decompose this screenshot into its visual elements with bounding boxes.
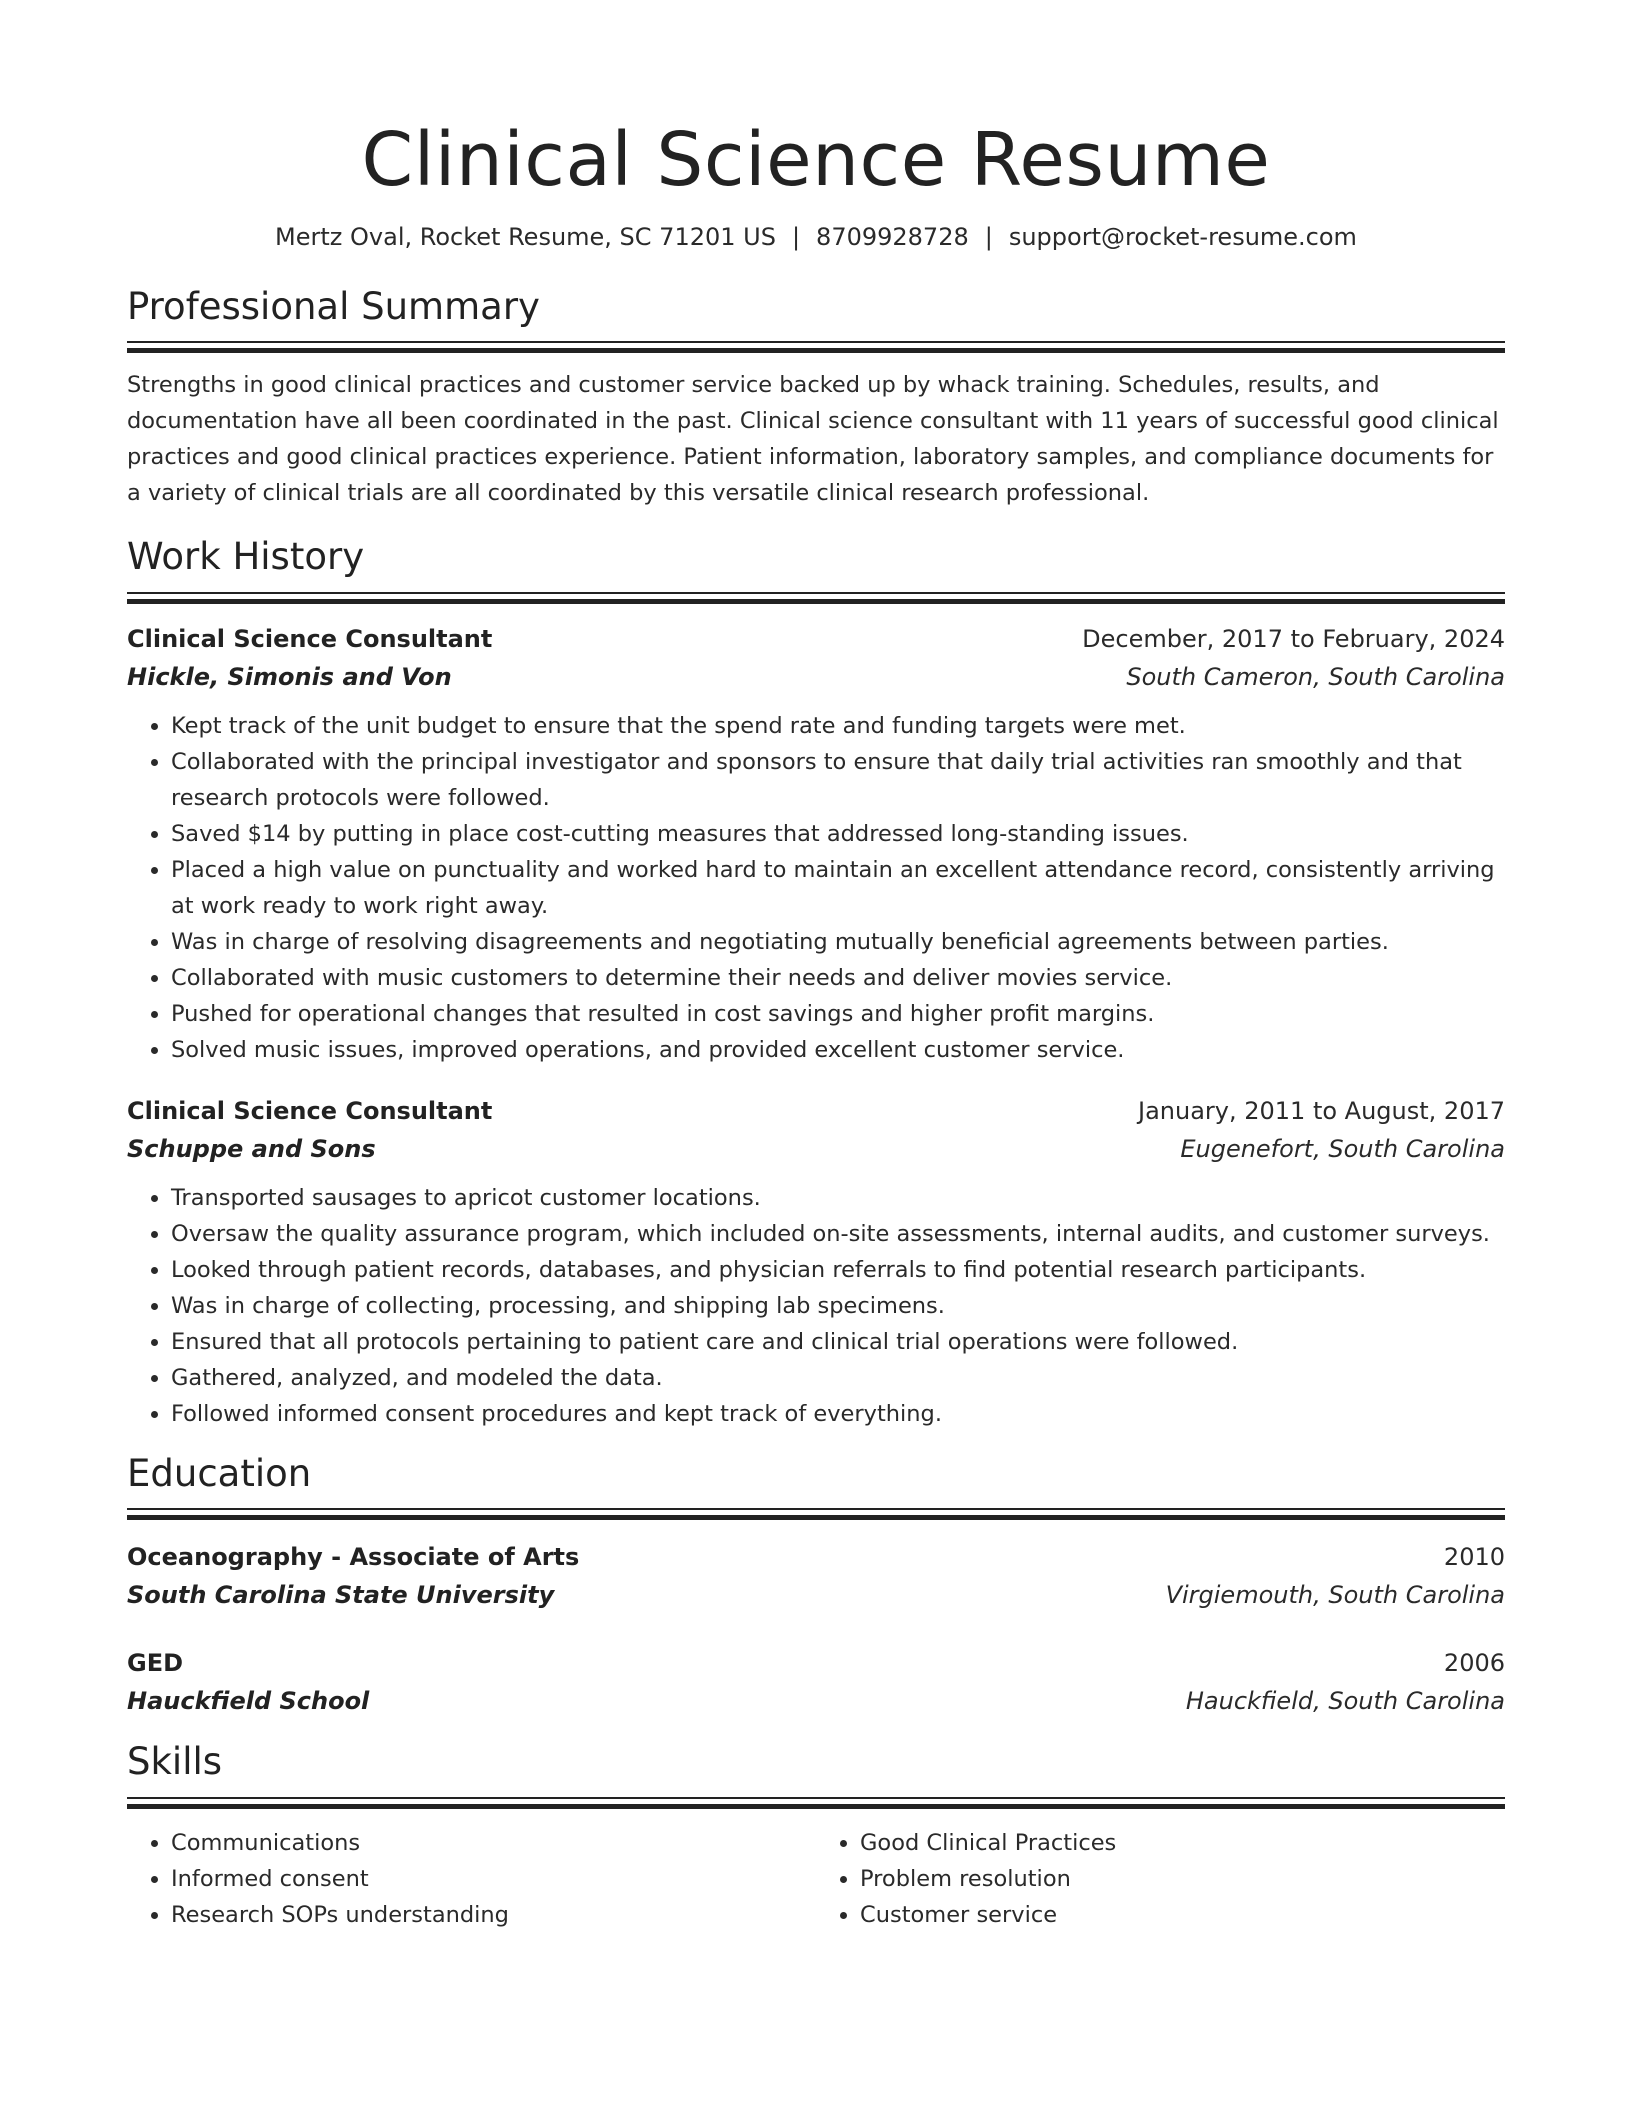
job-title: Clinical Science Consultant <box>127 624 493 653</box>
education-entry <box>127 1538 1505 1614</box>
education-school-row <box>127 1576 1505 1614</box>
job-location: South Cameron, South Carolina <box>1126 662 1505 691</box>
job-title: Clinical Science Consultant <box>127 1096 493 1125</box>
job-bullets <box>127 1180 1505 1432</box>
list-item: • Collaborated with music customers to determine their needs and deliver movies service. <box>171 960 1505 996</box>
education-degree-row <box>127 1538 1505 1576</box>
contact-line <box>127 223 1505 251</box>
degree: Oceanography - Associate of Arts <box>127 1543 580 1572</box>
section-divider <box>127 592 1505 608</box>
skill-item: • Informed consent <box>171 1861 816 1897</box>
resume-title: Clinical Science Resume <box>361 117 1271 203</box>
email: support@rocket-resume.com <box>1008 223 1357 252</box>
job-dates: January, 2011 to August, 2017 <box>1138 1096 1505 1125</box>
list-item: • Collaborated with the principal investigator and sponsors to ensure that daily trial activities ran smoothly and that research protocols were followed. <box>171 744 1505 816</box>
list-item: • Was in charge of collecting, processing, and shipping lab specimens. <box>171 1288 1505 1324</box>
phone: 8709928728 <box>816 223 969 252</box>
list-item: • Followed informed consent procedures and kept track of everything. <box>171 1396 1505 1432</box>
skills-list-right <box>816 1825 1505 1933</box>
list-item: • Was in charge of resolving disagreements and negotiating mutually beneficial agreements between parties. <box>171 924 1505 960</box>
list-item: • Transported sausages to apricot customer locations. <box>171 1180 1505 1216</box>
skill-item: • Customer service <box>860 1897 1505 1933</box>
skill-item: • Problem resolution <box>860 1861 1505 1897</box>
summary-section <box>127 285 1505 511</box>
education-section <box>127 1452 1505 1720</box>
school-location: Virgiemouth, South Carolina <box>1165 1581 1505 1610</box>
school-location: Hauckfield, South Carolina <box>1185 1687 1505 1716</box>
list-item: • Gathered, analyzed, and modeled the data. <box>171 1360 1505 1396</box>
company-name: Schuppe and Sons <box>127 1134 376 1163</box>
job-dates: December, 2017 to February, 2024 <box>1082 624 1505 653</box>
list-item: • Kept track of the unit budget to ensure that the spend rate and funding targets were met. <box>171 708 1505 744</box>
job-company-row <box>127 658 1505 696</box>
job-entry <box>127 1092 1505 1432</box>
list-item: • Pushed for operational changes that resulted in cost savings and higher profit margins. <box>171 996 1505 1032</box>
address: Mertz Oval, Rocket Resume, SC 71201 US <box>275 223 776 252</box>
education-degree-row <box>127 1644 1505 1682</box>
list-item: • Oversaw the quality assurance program, which included on-site assessments, internal audits, and customer surveys. <box>171 1216 1505 1252</box>
skill-item: • Communications <box>171 1825 816 1861</box>
education-entry <box>127 1644 1505 1720</box>
job-header-row <box>127 620 1505 658</box>
skills-list-left <box>127 1825 816 1933</box>
school-name: South Carolina State University <box>127 1581 555 1610</box>
graduation-year: 2010 <box>1443 1543 1505 1572</box>
section-divider <box>127 1797 1505 1813</box>
job-bullets <box>127 708 1505 1068</box>
skills-columns <box>127 1813 1505 1933</box>
skill-item: • Research SOPs understanding <box>171 1897 816 1933</box>
skill-item: • Good Clinical Practices <box>860 1825 1505 1861</box>
work-section <box>127 535 1505 1431</box>
job-entry <box>127 620 1505 1068</box>
section-heading-education: Education <box>127 1451 312 1495</box>
section-heading-work: Work History <box>127 535 365 579</box>
education-school-row <box>127 1682 1505 1720</box>
school-name: Hauckfield School <box>127 1687 370 1716</box>
list-item: • Solved music issues, improved operations, and provided excellent customer service. <box>171 1032 1505 1068</box>
job-location: Eugenefort, South Carolina <box>1180 1134 1505 1163</box>
job-company-row <box>127 1130 1505 1168</box>
list-item: • Looked through patient records, databases, and physician referrals to find potential research participants. <box>171 1252 1505 1288</box>
contact-separator: | <box>791 223 801 252</box>
graduation-year: 2006 <box>1443 1649 1505 1678</box>
section-divider <box>127 1508 1505 1524</box>
degree: GED <box>127 1649 184 1678</box>
job-header-row <box>127 1092 1505 1130</box>
company-name: Hickle, Simonis and Von <box>127 662 452 691</box>
section-heading-skills: Skills <box>127 1740 223 1784</box>
skills-section <box>127 1740 1505 1932</box>
section-heading-summary: Professional Summary <box>127 285 540 329</box>
list-item: • Saved $14 by putting in place cost-cutting measures that addressed long-standing issues. <box>171 816 1505 852</box>
list-item: • Ensured that all protocols pertaining to patient care and clinical trial operations were followed. <box>171 1324 1505 1360</box>
list-item: • Placed a high value on punctuality and worked hard to maintain an excellent attendance record, consistently arriving at work ready to work right away. <box>171 852 1505 924</box>
section-divider <box>127 341 1505 357</box>
summary-text: Strengths in good clinical practices and customer service backed up by whack training. Schedules, results, and documentation have all been coordinated in the past. Clinical science consultant with 11 years of successful good clinical practices and good clinical practices experience. Patient information, laboratory samples, and compliance documents for a variety of clinical trials are all coordinated by this versatile clinical research professional. <box>127 372 1499 507</box>
contact-separator: | <box>984 223 993 252</box>
